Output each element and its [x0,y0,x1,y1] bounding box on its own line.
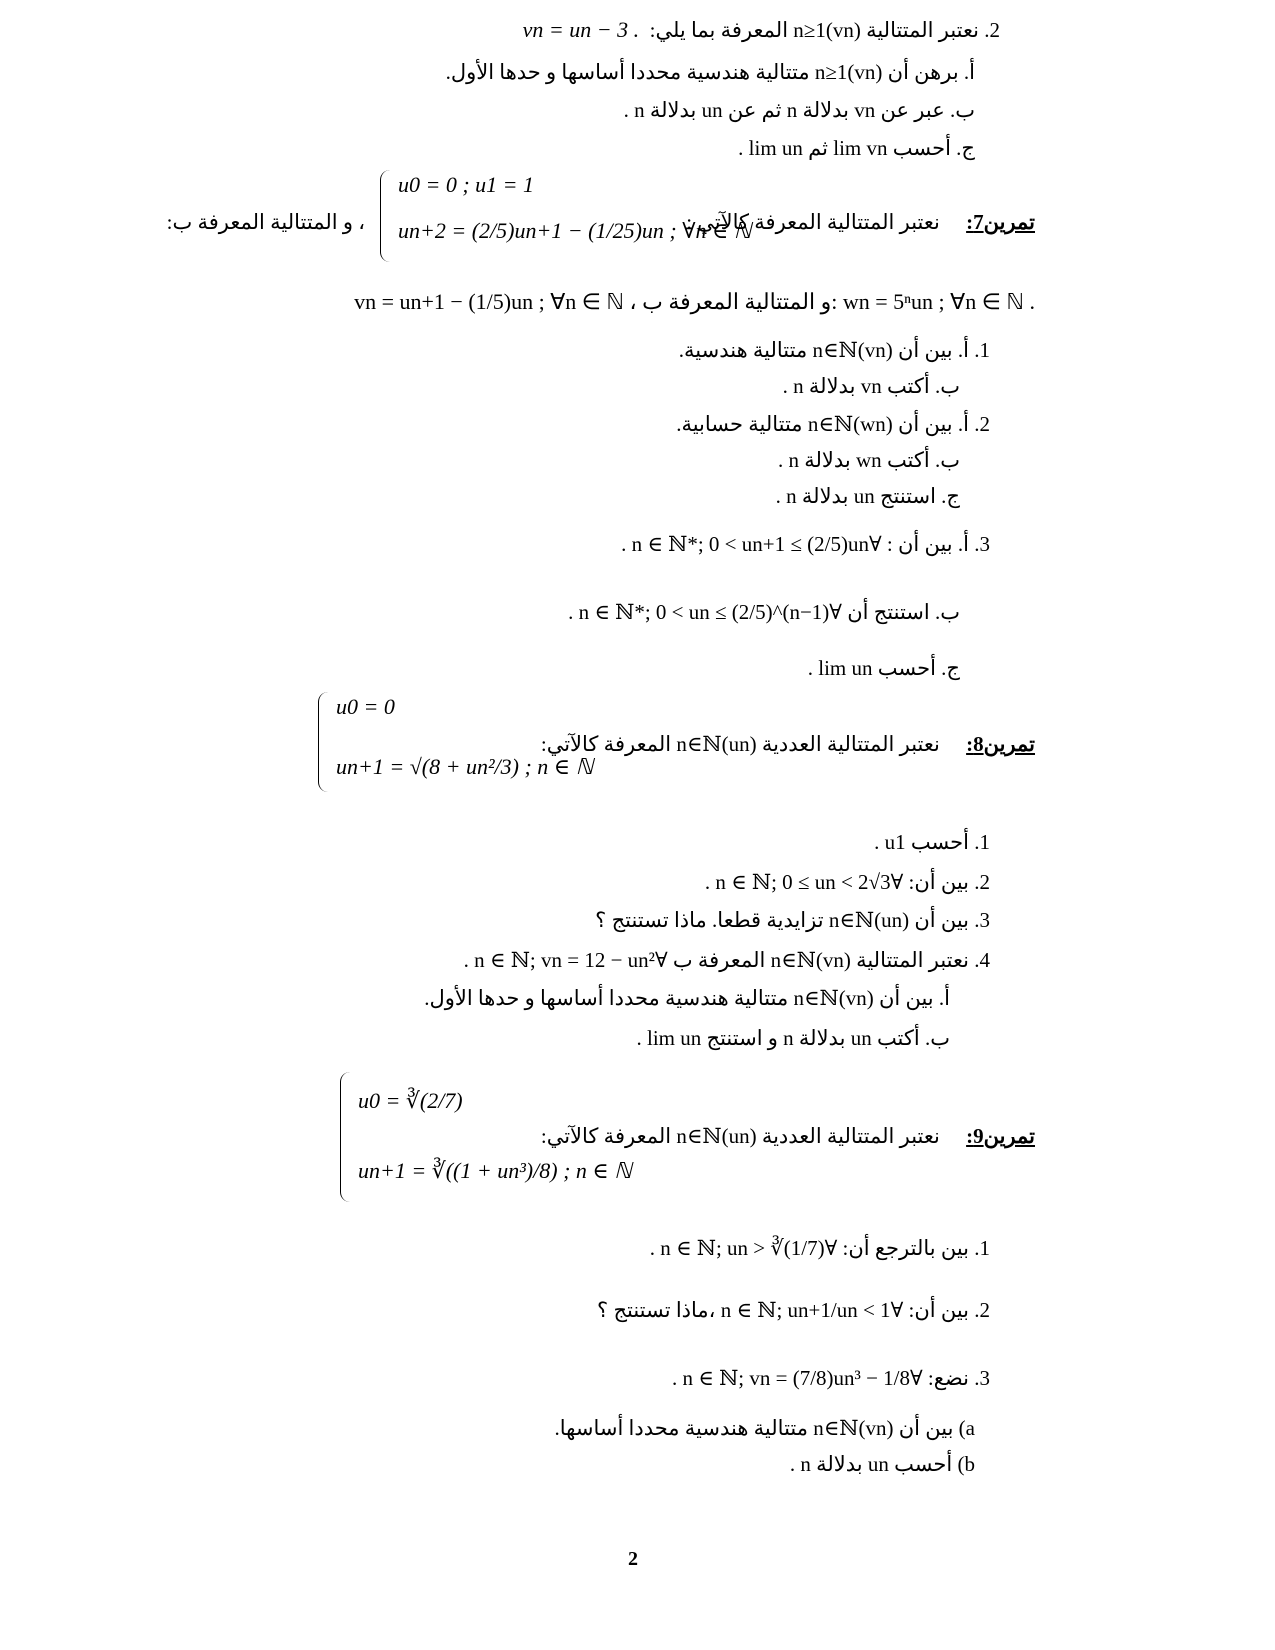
left-brace [340,1072,351,1202]
question-6-2 [523,16,1000,44]
question-8-4a: أ. بين أن (vn)n∈ℕ متتالية هندسية محددا أساسها و حدها الأول. [424,986,950,1010]
question-9-3a: a) بين أن (vn)n∈ℕ متتالية هندسية محددا أساسها. [554,1416,975,1440]
question-8-1: 1. أحسب u1 . [874,830,990,854]
exercise-9-title: تمرين9: [966,1124,1035,1148]
math-expression: vn = un − 3 . [522,17,640,42]
exercise-8-system [318,692,593,792]
system-line-1: u0 = 0 ; u1 = 1 [398,172,535,197]
exercise-9-system [340,1072,632,1202]
question-6-2c: ج. أحسب lim vn ثم lim un . [738,136,975,160]
exercise-7-definitions [354,288,1035,316]
exercise-7-tail: ، و المتتالية المعرفة ب: [166,210,365,234]
question-9-3: 3. نضع: ∀n ∈ ℕ; vn = (7/8)un³ − 1/8 . [672,1366,990,1390]
system-line-1: u0 = ∛(2/7) [358,1088,463,1113]
question-8-3: 3. بين أن (un)n∈ℕ تزايدية قطعا. ماذا تستنتج ؟ [595,908,990,932]
system-line-1: u0 = 0 [336,694,395,719]
system-line-2: un+1 = √(8 + un²/3) ; n ∈ ℕ [336,754,594,779]
question-text: 2. نعتبر المتتالية (vn)n≥1 المعرفة بما يلي: [649,18,1000,42]
exercise-8-heading [541,730,1035,758]
question-7-2c: ج. استنتج un بدلالة n . [775,484,960,508]
question-7-3b: ب. استنتج أن ∀n ∈ ℕ*; 0 < un ≤ (2/5)^(n−1) . [568,600,960,624]
question-7-1a: 1. أ. بين أن (vn)n∈ℕ متتالية هندسية. [678,338,990,362]
question-6-2b: ب. عبر عن vn بدلالة n ثم عن un بدلالة n . [623,98,975,122]
left-brace [318,692,329,792]
definition-text: vn = un+1 − (1/5)un ; ∀n ∈ ℕ ، و المتتالية المعرفة ب: wn = 5ⁿun ; ∀n ∈ ℕ . [354,289,1035,314]
exercise-8-title: تمرين8: [966,732,1035,756]
left-brace [380,170,391,262]
question-9-1: 1. بين بالترجع أن: ∀n ∈ ℕ; un > ∛(1/7) . [649,1236,990,1260]
question-8-4b: ب. أكتب un بدلالة n و استنتج lim un . [636,1026,950,1050]
page-number: 2 [628,1548,638,1570]
question-7-3a: 3. أ. بين أن : ∀n ∈ ℕ*; 0 < un+1 ≤ (2/5)un . [621,532,990,556]
exercise-8-text: نعتبر المتتالية العددية (un)n∈ℕ المعرفة كالآتي: [540,732,940,756]
system-line-2: un+2 = (2/5)un+1 − (1/25)un ; ∀n ∈ ℕ [398,218,752,243]
exercise-9-text: نعتبر المتتالية العددية (un)n∈ℕ المعرفة كالآتي: [540,1124,940,1148]
question-7-2b: ب. أكتب wn بدلالة n . [778,448,960,472]
exercise-7-text: نعتبر المتتالية المعرفة كالآتي : [686,210,940,234]
question-8-2: 2. بين أن: ∀n ∈ ℕ; 0 ≤ un < 2√3 . [704,870,990,894]
exercise-7-title: تمرين7: [966,210,1035,234]
question-7-3c: ج. أحسب lim un . [807,656,960,680]
question-7-2a: 2. أ. بين أن (wn)n∈ℕ متتالية حسابية. [676,412,990,436]
exercise-7-system [380,170,751,262]
question-9-3b: b) أحسب un بدلالة n . [789,1452,975,1476]
question-6-2a: أ. برهن أن (vn)n≥1 متتالية هندسية محددا أساسها و حدها الأول. [445,60,975,84]
question-9-2: 2. بين أن: ∀n ∈ ℕ; un+1/un < 1 ،ماذا تستنتج ؟ [597,1298,990,1322]
question-7-1b: ب. أكتب vn بدلالة n . [782,374,960,398]
system-line-2: un+1 = ∛((1 + un³)/8) ; n ∈ ℕ [358,1158,632,1183]
question-8-4: 4. نعتبر المتتالية (vn)n∈ℕ المعرفة ب ∀n ∈ ℕ; vn = 12 − un² . [463,948,990,972]
